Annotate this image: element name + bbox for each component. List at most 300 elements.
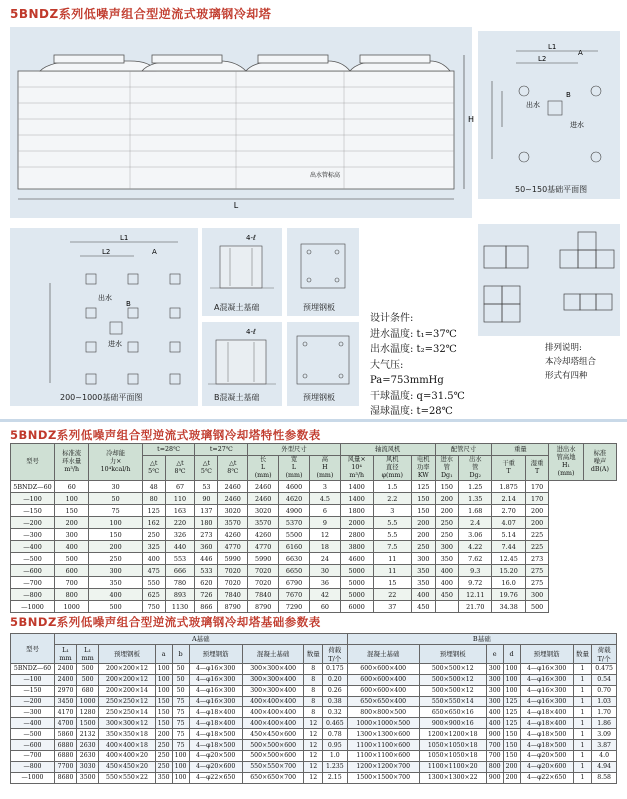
spec-cell: 200 xyxy=(89,541,142,553)
foundation-cell: 1100×1100×600 xyxy=(347,740,419,751)
spec-cell xyxy=(435,601,459,613)
spec-col-model: 型号 xyxy=(11,444,55,481)
foundation-cell: 12 xyxy=(304,761,322,772)
spec-cell: 7290 xyxy=(279,601,310,613)
foundation-cell: 4—φ20×500 xyxy=(520,751,573,762)
spec-cell: 4260 xyxy=(218,529,248,541)
spec-cell: 350 xyxy=(435,553,459,565)
spec-cell: 150 xyxy=(412,493,436,505)
spec-cell: 273 xyxy=(195,529,218,541)
foundation-cell: 500×500×12 xyxy=(419,685,486,696)
foundation-cell: —300 xyxy=(11,707,55,718)
foundation-cell: 700 xyxy=(486,751,503,762)
spec-cell: 1130 xyxy=(165,601,195,613)
foundation-cell: 1200×1200×700 xyxy=(347,761,419,772)
spec-cell: 1.25 xyxy=(459,481,492,493)
spec-cell: 6160 xyxy=(279,541,310,553)
foundation-cell: 1050×1050×18 xyxy=(419,751,486,762)
foundation-cell: 1 xyxy=(573,707,591,718)
spec-cell: 180 xyxy=(195,517,218,529)
spec-cell: 3020 xyxy=(248,505,279,517)
spec-table-title: 5BNDZ系列低噪声组合型逆流式玻璃钢冷却塔特性参数表 xyxy=(10,428,321,442)
spec-cell: 150 xyxy=(435,481,459,493)
foundation-cell: 4—φ22×650 xyxy=(189,772,242,783)
foundation-cell: 3500 xyxy=(77,772,99,783)
arrangement-drawing xyxy=(478,224,620,336)
foundation-row xyxy=(11,729,617,740)
foundation-cell: 3.87 xyxy=(592,740,617,751)
plan50-inlet: 进水 xyxy=(570,121,584,129)
spec-cell: 250 xyxy=(142,529,165,541)
spec-cell: 500 xyxy=(55,553,89,565)
foundation-cell: 125 xyxy=(503,707,520,718)
foundation-cell: 200 xyxy=(155,729,172,740)
plan-200-1000-drawing xyxy=(10,228,198,406)
spec-row xyxy=(11,541,617,553)
spec-cell: —500 xyxy=(11,553,55,565)
spec-cell: 67 xyxy=(165,481,195,493)
spec-col-t28: t=28℃ xyxy=(142,444,195,456)
foundation-cell: 2132 xyxy=(77,729,99,740)
spec-cell: 1400 xyxy=(340,493,373,505)
spec-cell: 7020 xyxy=(248,577,279,589)
foundation-sub-l1b: L₁ mm xyxy=(77,644,99,663)
spec-cell: 225 xyxy=(525,529,549,541)
spec-row xyxy=(11,517,617,529)
spec-row xyxy=(11,601,617,613)
spec-cell: 162 xyxy=(142,517,165,529)
spec-row xyxy=(11,505,617,517)
foundation-cell: 0.20 xyxy=(322,674,347,685)
spec-cell: —1000 xyxy=(11,601,55,613)
spec-cell: 5.14 xyxy=(492,529,525,541)
foundation-cell: 1 xyxy=(573,696,591,707)
foundation-cell: 50 xyxy=(172,674,189,685)
foundation-cell: 4—φ16×300 xyxy=(520,663,573,674)
foundation-header-row-2 xyxy=(11,644,617,663)
foundation-cell: 1 xyxy=(573,772,591,783)
spec-cell: 300 xyxy=(525,589,549,601)
spec-cell: 3 xyxy=(373,505,412,517)
foundation-cell: 4—φ16×300 xyxy=(189,685,242,696)
spec-cell: 200 xyxy=(435,493,459,505)
plate-b-svg xyxy=(287,322,359,392)
foundation-cell: 2630 xyxy=(77,751,99,762)
spec-cell: —300 xyxy=(11,529,55,541)
condition-pressure: 大气压: Pa=753mmHg xyxy=(370,359,444,386)
foundation-cell: 0.465 xyxy=(322,718,347,729)
foundation-cell: 100 xyxy=(155,674,172,685)
spec-cell: 300 xyxy=(412,553,436,565)
foundation-row xyxy=(11,718,617,729)
spec-cell: 2460 xyxy=(218,493,248,505)
foundation-row xyxy=(11,761,617,772)
spec-cell: 2.70 xyxy=(492,505,525,517)
spec-cell: 16.0 xyxy=(492,577,525,589)
foundation-cell: 400×400×400 xyxy=(242,707,304,718)
spec-cell: 5370 xyxy=(279,517,310,529)
foundation-cell: 500×500×600 xyxy=(242,740,304,751)
spec-cell: 19.76 xyxy=(492,589,525,601)
foundation-cell: 300 xyxy=(486,696,503,707)
foundation-cell: 4—φ16×300 xyxy=(189,674,242,685)
spec-cell: 726 xyxy=(195,589,218,601)
spec-cell: 34.38 xyxy=(492,601,525,613)
foundation-cell: 3450 xyxy=(55,696,77,707)
foundation-cell: 2400 xyxy=(55,674,77,685)
foundation-cell: 150 xyxy=(503,751,520,762)
spec-row xyxy=(11,577,617,589)
spec-cell: 7840 xyxy=(248,589,279,601)
foundation-cell: 1280 xyxy=(77,707,99,718)
spec-cell: 7.62 xyxy=(459,553,492,565)
foundation-sub-a: a xyxy=(155,644,172,663)
foundation-cell: 1300×1300×22 xyxy=(419,772,486,783)
spec-sub-dt5-b: △t 5℃ xyxy=(195,456,218,481)
spec-cell: 11 xyxy=(373,553,412,565)
foundation-cell: 50 xyxy=(172,663,189,674)
spec-sub-dt8-a: △t 8℃ xyxy=(165,456,195,481)
foundation-cell: 100 xyxy=(155,663,172,674)
spec-cell: 866 xyxy=(195,601,218,613)
spec-cell: 36 xyxy=(309,577,340,589)
spec-cell: 300 xyxy=(435,541,459,553)
spec-sub-wet: 湿重 T xyxy=(525,456,549,481)
plan200-b: B xyxy=(126,300,131,308)
spec-cell: 2460 xyxy=(248,493,279,505)
foundation-cell: 4.0 xyxy=(592,751,617,762)
spec-cell: 700 xyxy=(55,577,89,589)
base-a-mark: 4-ℓ xyxy=(246,234,256,242)
foundation-cell: 1 xyxy=(573,674,591,685)
spec-cell: 9.72 xyxy=(459,577,492,589)
spec-cell: 200 xyxy=(55,517,89,529)
foundation-cell: 680 xyxy=(77,685,99,696)
spec-cell: 50 xyxy=(89,493,142,505)
foundation-cell: 8 xyxy=(304,663,322,674)
spec-cell: 500 xyxy=(89,601,142,613)
foundation-cell: 12 xyxy=(304,772,322,783)
spec-cell: 6000 xyxy=(340,601,373,613)
foundation-cell: 350 xyxy=(155,772,172,783)
foundation-cell: 4—φ22×650 xyxy=(520,772,573,783)
foundation-sub-qty-a: 数量 xyxy=(304,644,322,663)
spec-sub-inlet: 进水 管 Dg₁ xyxy=(435,456,459,481)
foundation-cell: 4170 xyxy=(55,707,77,718)
spec-cell: 110 xyxy=(165,493,195,505)
spec-cell: 11 xyxy=(373,565,412,577)
spec-cell: 60 xyxy=(55,481,89,493)
foundation-cell: 100 xyxy=(503,663,520,674)
foundation-cell: 350×350×18 xyxy=(99,729,156,740)
foundation-cell: 1 xyxy=(573,761,591,772)
foundation-cell: 4—φ18×400 xyxy=(189,718,242,729)
condition-inlet-temp: 进水温度: t₁=37℃ xyxy=(370,328,457,340)
foundation-cell: 0.32 xyxy=(322,707,347,718)
foundation-cell: 1100×1100×20 xyxy=(419,761,486,772)
plate-b-drawing xyxy=(287,322,359,406)
foundation-cell: 4—φ20×500 xyxy=(189,751,242,762)
spec-cell: 30 xyxy=(309,565,340,577)
foundation-cell: 4—φ16×300 xyxy=(520,674,573,685)
foundation-cell: 3.09 xyxy=(592,729,617,740)
page-title: 5BNDZ系列低噪声组合型逆流式玻璃钢冷却塔 xyxy=(10,7,272,21)
foundation-cell: 250 xyxy=(155,740,172,751)
spec-sub-height: 高 H (mm) xyxy=(309,456,340,481)
foundation-cell: 8 xyxy=(304,696,322,707)
foundation-row xyxy=(11,696,617,707)
base-b-mark: 4-ℓ xyxy=(246,328,256,336)
spec-cell: 5990 xyxy=(248,553,279,565)
spec-cell: 90 xyxy=(195,493,218,505)
foundation-cell: 250×250×12 xyxy=(99,696,156,707)
foundation-cell: 800 xyxy=(486,761,503,772)
plan-50-150-drawing xyxy=(478,31,620,199)
spec-cell: —700 xyxy=(11,577,55,589)
spec-cell: 9 xyxy=(309,517,340,529)
foundation-col-b: B基础 xyxy=(347,634,616,645)
foundation-cell: 1.0 xyxy=(322,751,347,762)
spec-cell: 53 xyxy=(195,481,218,493)
foundation-row xyxy=(11,772,617,783)
foundation-cell: 0.26 xyxy=(322,685,347,696)
foundation-cell: 650×650×700 xyxy=(242,772,304,783)
spec-cell: 1.35 xyxy=(459,493,492,505)
plan50-caption: 50~150基础平面图 xyxy=(515,185,588,194)
spec-cell: 400 xyxy=(55,541,89,553)
spec-cell: —400 xyxy=(11,541,55,553)
spec-cell: 8790 xyxy=(248,601,279,613)
plan200-a: A xyxy=(152,248,157,256)
foundation-table-title: 5BNDZ系列低噪声组合型逆流式玻璃钢冷却塔基础参数表 xyxy=(10,615,321,629)
spec-sub-dt8-b: △t 8℃ xyxy=(218,456,248,481)
foundation-cell: 200×200×14 xyxy=(99,685,156,696)
foundation-cell: 200 xyxy=(503,761,520,772)
foundation-cell: 400×400×18 xyxy=(99,740,156,751)
spec-sub-width: 宽 L (mm) xyxy=(279,456,310,481)
foundation-cell: 4—φ16×300 xyxy=(520,696,573,707)
spec-cell: 7020 xyxy=(218,565,248,577)
base-a-caption: A混凝土基础 xyxy=(214,303,260,312)
foundation-row xyxy=(11,663,617,674)
foundation-cell: 200 xyxy=(503,772,520,783)
spec-sub-length: 长 L (mm) xyxy=(248,456,279,481)
length-label: L xyxy=(233,201,239,210)
plan-50-150-svg xyxy=(478,31,620,199)
foundation-cell: 300×300×400 xyxy=(242,674,304,685)
spec-cell: 42 xyxy=(309,589,340,601)
plan200-l1: L1 xyxy=(120,234,129,242)
spec-cell: 48 xyxy=(142,481,165,493)
spec-col-pipe: 配管尺寸 xyxy=(435,444,492,456)
spec-cell: 325 xyxy=(142,541,165,553)
spec-cell: 475 xyxy=(142,565,165,577)
spec-cell: 30 xyxy=(89,481,142,493)
foundation-cell: 150 xyxy=(155,718,172,729)
condition-wet-bulb: 湿球温度: t=28℃ xyxy=(370,406,453,417)
plan200-outlet: 出水 xyxy=(98,294,112,302)
spec-cell: —800 xyxy=(11,589,55,601)
foundation-cell: 8 xyxy=(304,685,322,696)
arrangement-line-2: 形式有四种 xyxy=(545,371,588,381)
foundation-cell: 4—φ18×500 xyxy=(189,740,242,751)
foundation-cell: 100 xyxy=(503,674,520,685)
plate-a-drawing xyxy=(287,228,359,316)
spec-cell: 400 xyxy=(412,589,436,601)
spec-cell: 9.3 xyxy=(459,565,492,577)
spec-cell: 3.06 xyxy=(459,529,492,541)
foundation-cell: 1.03 xyxy=(592,696,617,707)
spec-cell: 6 xyxy=(309,505,340,517)
spec-cell: 4770 xyxy=(248,541,279,553)
spec-cell: 275 xyxy=(525,565,549,577)
spec-sub-outlet: 出水 管 Dg₂ xyxy=(459,456,492,481)
spec-col-flow: 标准流 环水量 m³/h xyxy=(55,444,89,481)
spec-cell: 75 xyxy=(89,505,142,517)
spec-row xyxy=(11,529,617,541)
plan50-outlet: 出水 xyxy=(526,101,540,109)
foundation-cell: 400×400×400 xyxy=(242,696,304,707)
spec-cell: 250 xyxy=(412,541,436,553)
foundation-cell: 800×800×500 xyxy=(347,707,419,718)
foundation-cell: 4—φ18×400 xyxy=(520,718,573,729)
foundation-cell: 500×500×600 xyxy=(242,751,304,762)
spec-cell: 60 xyxy=(309,601,340,613)
height-label: H xyxy=(468,115,475,124)
plan-200-1000-svg xyxy=(10,228,198,406)
spec-cell: 800 xyxy=(55,589,89,601)
spec-col-fan: 轴流风机 xyxy=(340,444,435,456)
spec-cell: 750 xyxy=(142,601,165,613)
foundation-cell: 500×500×12 xyxy=(419,663,486,674)
foundation-cell: 7700 xyxy=(55,761,77,772)
spec-cell: 3800 xyxy=(340,541,373,553)
arrangement-heading: 排列说明: xyxy=(545,343,582,353)
spec-header-row-1 xyxy=(11,444,617,456)
foundation-cell: 0.78 xyxy=(322,729,347,740)
spec-col-dimensions: 外型尺寸 xyxy=(248,444,341,456)
foundation-cell: 650×650×400 xyxy=(347,696,419,707)
foundation-row xyxy=(11,751,617,762)
plan200-caption: 200~1000基础平面图 xyxy=(60,393,143,402)
foundation-cell: 125 xyxy=(503,718,520,729)
spec-cell: 250 xyxy=(435,517,459,529)
foundation-cell: 2.15 xyxy=(322,772,347,783)
spec-cell: 7020 xyxy=(218,577,248,589)
foundation-cell: 12 xyxy=(304,751,322,762)
spec-cell: 400 xyxy=(142,553,165,565)
foundation-cell: 150 xyxy=(503,729,520,740)
spec-cell: 8790 xyxy=(218,601,248,613)
foundation-cell: 1100×1100×600 xyxy=(347,751,419,762)
spec-sub-fan-dia: 风机 直径 φ(mm) xyxy=(373,456,412,481)
spec-cell: 4600 xyxy=(279,481,310,493)
foundation-cell: 4—φ18×400 xyxy=(189,707,242,718)
foundation-cell: 150 xyxy=(155,707,172,718)
spec-cell: 2.14 xyxy=(492,493,525,505)
spec-cell: 3 xyxy=(309,481,340,493)
spec-cell: 6630 xyxy=(279,553,310,565)
foundation-cell: 2630 xyxy=(77,740,99,751)
foundation-col-a: A基础 xyxy=(55,634,348,645)
spec-cell: 150 xyxy=(89,529,142,541)
foundation-cell: 4—φ18×500 xyxy=(189,729,242,740)
spec-cell: 625 xyxy=(142,589,165,601)
spec-cell: 620 xyxy=(195,577,218,589)
spec-cell: 553 xyxy=(165,553,195,565)
foundation-cell: 4—φ16×300 xyxy=(189,696,242,707)
plan50-b: B xyxy=(566,91,571,99)
arrangement-line-1: 本冷却塔组合 xyxy=(545,357,597,367)
foundation-sub-e: e xyxy=(486,644,503,663)
spec-cell: 24 xyxy=(309,553,340,565)
foundation-cell: 0.475 xyxy=(592,663,617,674)
spec-cell: 500 xyxy=(525,601,549,613)
foundation-cell: 1050×1050×18 xyxy=(419,740,486,751)
foundation-cell: 4—φ18×400 xyxy=(520,707,573,718)
plan200-inlet: 进水 xyxy=(108,340,122,348)
foundation-cell: 2400 xyxy=(55,663,77,674)
spec-cell: 170 xyxy=(525,493,549,505)
spec-cell: 360 xyxy=(195,541,218,553)
foundation-cell: 300×300×400 xyxy=(242,663,304,674)
foundation-cell: 200×200×12 xyxy=(99,674,156,685)
spec-cell: 7020 xyxy=(248,565,279,577)
foundation-cell: 100 xyxy=(172,751,189,762)
spec-cell: 200 xyxy=(435,505,459,517)
foundation-cell: 1.235 xyxy=(322,761,347,772)
spec-cell: 1.5 xyxy=(373,481,412,493)
foundation-cell: 4—φ16×300 xyxy=(189,663,242,674)
plan50-l2: L2 xyxy=(538,55,547,63)
foundation-cell: 8 xyxy=(304,707,322,718)
spec-cell: 3570 xyxy=(248,517,279,529)
spec-cell: 125 xyxy=(412,481,436,493)
spec-cell: 4.22 xyxy=(459,541,492,553)
plate-a-caption: 预埋钢板 xyxy=(303,303,335,312)
foundation-cell: 8 xyxy=(304,674,322,685)
spec-cell: 350 xyxy=(412,577,436,589)
foundation-cell: 150 xyxy=(503,740,520,751)
foundation-cell: 75 xyxy=(172,718,189,729)
foundation-col-model: 型号 xyxy=(11,634,55,664)
foundation-cell: 1200×1200×18 xyxy=(419,729,486,740)
spec-cell: 1.68 xyxy=(459,505,492,517)
spec-cell: —200 xyxy=(11,517,55,529)
foundation-cell: 1 xyxy=(573,663,591,674)
spec-cell: 4.07 xyxy=(492,517,525,529)
spec-cell: 163 xyxy=(165,505,195,517)
foundation-cell: 4—φ16×300 xyxy=(520,685,573,696)
foundation-cell: 4—φ18×500 xyxy=(520,740,573,751)
foundation-cell: 300×300×400 xyxy=(242,685,304,696)
spec-cell: 18 xyxy=(309,541,340,553)
spec-cell: 22 xyxy=(373,589,412,601)
foundation-cell: 0.70 xyxy=(592,685,617,696)
spec-cell: 275 xyxy=(525,577,549,589)
spec-cell: 100 xyxy=(55,493,89,505)
spec-sub-dt5-a: △t 5℃ xyxy=(142,456,165,481)
foundation-cell: —600 xyxy=(11,740,55,751)
foundation-cell: 100 xyxy=(155,685,172,696)
foundation-cell: —100 xyxy=(11,674,55,685)
foundation-cell: 125 xyxy=(503,696,520,707)
arrangement-svg xyxy=(478,224,620,336)
spec-cell: 7.5 xyxy=(373,541,412,553)
spec-cell: 7.44 xyxy=(492,541,525,553)
base-b-drawing xyxy=(202,322,282,406)
spec-cell: 250 xyxy=(89,553,142,565)
